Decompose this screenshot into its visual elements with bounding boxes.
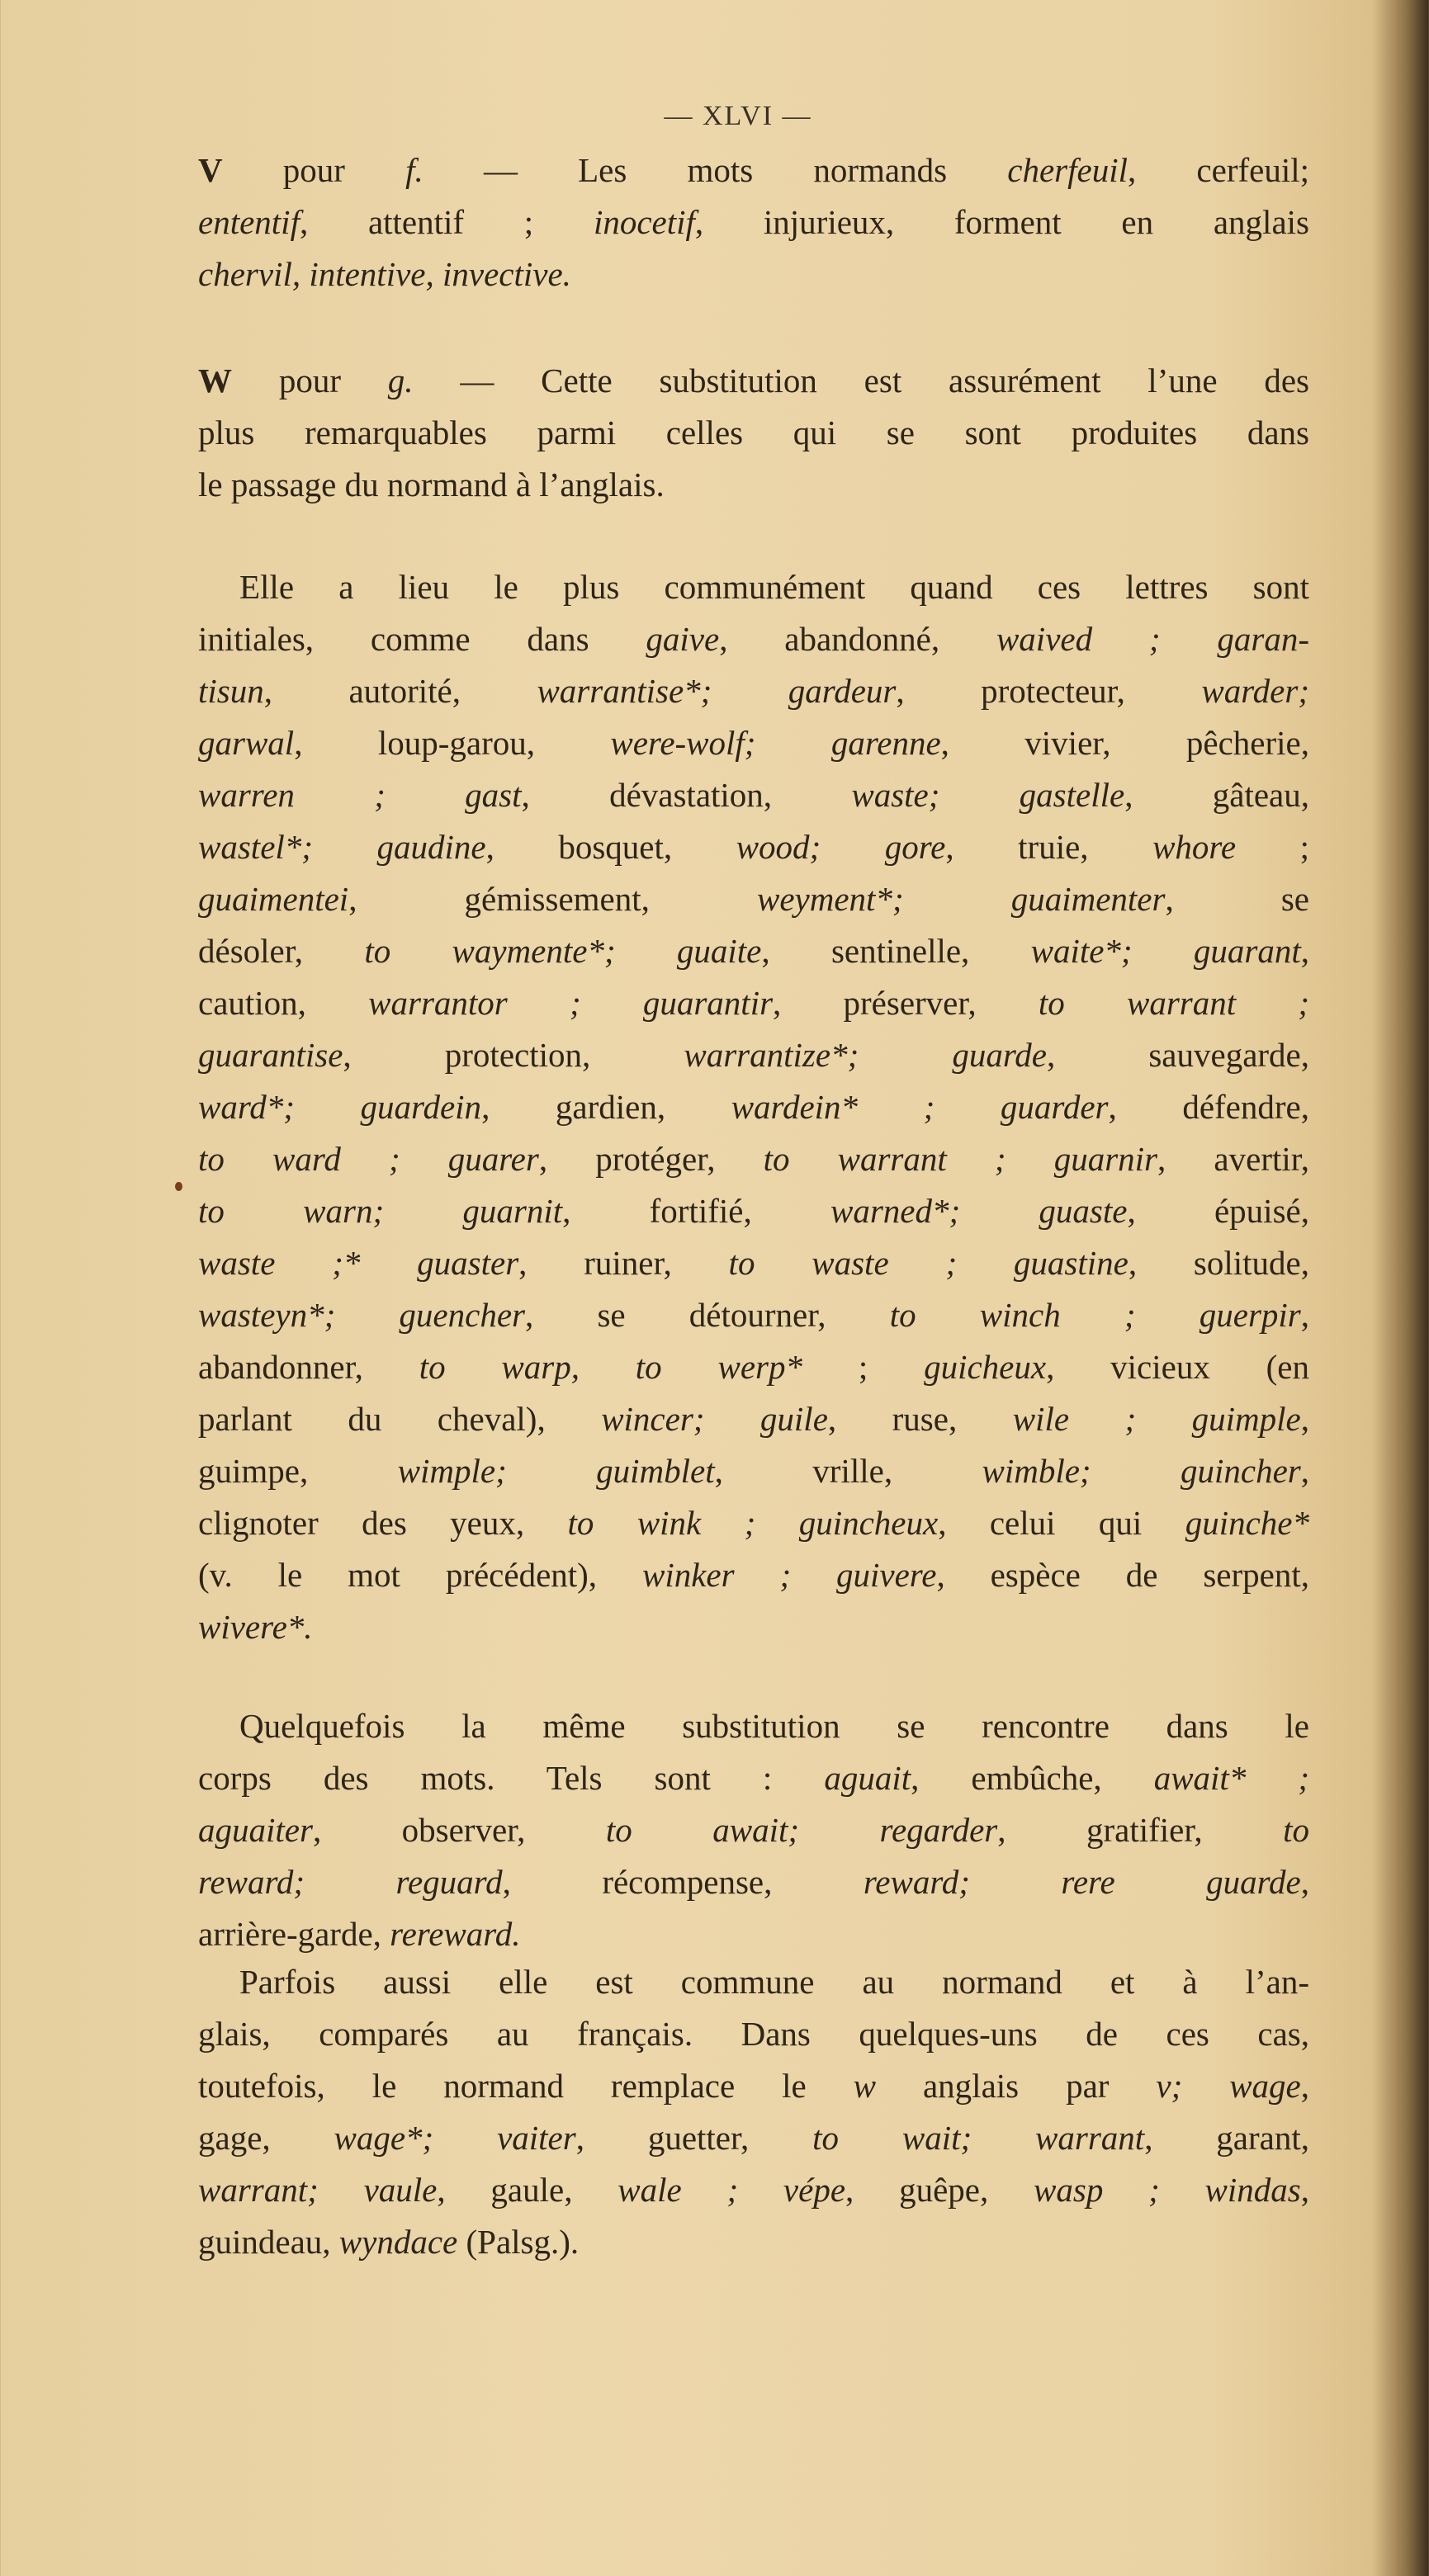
italic-word: to warn; guarnit [198,1192,563,1230]
italic-word: wyndace [338,2223,458,2261]
roman-text: arrière-garde, [198,1915,390,1953]
roman-text: , protecteur, [896,672,1202,710]
roman-text: , [1300,1400,1309,1438]
roman-text: , garant, [1144,2119,1309,2157]
text-line [198,1289,1309,1341]
italic-word: guinche* [1185,1504,1310,1542]
text-line [198,717,1309,769]
roman-text: , abandonné, [719,620,996,658]
roman-text: pour [222,151,406,189]
italic-word: winker ; guivere [641,1556,937,1594]
roman-text: Parfois aussi elle est commune au normand et à l’an- [239,1963,1309,2001]
roman-text: , injurieux, forment en anglais [694,203,1309,241]
italic-word: wood; gore [736,828,946,866]
text-line [198,1549,1309,1601]
text-line [198,1908,1309,1960]
roman-text: , gaule, [437,2171,618,2209]
text-line [198,2060,1309,2112]
italic-word: wale ; vépe [617,2171,846,2209]
roman-text: (v. le mot précédent), [198,1556,642,1594]
italic-word: g. [387,362,414,399]
italic-word: weyment*; guaimenter [757,880,1166,918]
italic-word: waived ; garan- [996,620,1310,658]
italic-word: warrantize*; guarde [684,1036,1047,1074]
roman-text: , espèce de serpent, [936,1556,1309,1594]
italic-word: guicheux [924,1348,1047,1386]
italic-word: warrantise*; gardeur [537,672,897,710]
text-line [198,2008,1309,2060]
italic-word: garwal [198,724,295,762]
roman-text: anglais par [876,2067,1157,2105]
italic-word: whore [1152,828,1237,866]
text-line [198,2164,1309,2216]
roman-text: , [1300,932,1309,970]
roman-text: , guetter, [575,2119,813,2157]
italic-word: to warrant ; guarnir [763,1140,1158,1178]
italic-word: to ward ; guarer [198,1140,539,1178]
text-line [198,1237,1309,1289]
roman-text: , gâteau, [1124,776,1309,814]
italic-word: wile ; guimple [1012,1400,1301,1438]
text-line [198,665,1309,717]
text-line [198,1445,1309,1497]
text-line [198,1700,1309,1752]
italic-word: aguait [824,1759,911,1797]
roman-text: gage, [198,2119,334,2157]
text-line [198,407,1309,459]
ink-spot [175,1182,182,1191]
roman-text: initiales, comme dans [198,620,646,658]
text-line [198,977,1309,1029]
roman-text: , attentif ; [299,203,594,241]
roman-text: , observer, [312,1811,606,1849]
roman-text: Elle a lieu le plus communément quand ces lettres sont [239,568,1309,606]
paragraph-lead-letter: W [198,362,232,399]
roman-text: corps des mots. Tels sont : [198,1759,825,1797]
roman-text: ; [802,1348,925,1386]
italic-word: tisun [198,672,264,710]
italic-word: to waymente*; guaite [364,932,762,970]
italic-word: wincer; guile [601,1400,828,1438]
roman-text: — Cette substitution est assurément l’une des [413,362,1309,399]
roman-text: , se [1165,880,1309,918]
italic-word: waste; gastelle [851,776,1125,814]
roman-text: , guêpe, [845,2171,1034,2209]
roman-text: pour [232,362,388,399]
roman-text: , truie, [945,828,1153,866]
text-line [198,1804,1309,1856]
roman-text: , [1300,1863,1309,1901]
text-line [198,769,1309,821]
roman-text: le passage du normand à l’anglais. [198,466,665,503]
italic-word: guaimentei [198,880,349,918]
roman-text: , gratifier, [997,1811,1284,1849]
text-line [198,1856,1309,1908]
italic-word: rereward. [390,1915,521,1953]
italic-word: warrantor ; guarantir [368,984,774,1022]
roman-text: , avertir, [1157,1140,1310,1178]
roman-text: , se détourner, [525,1296,890,1334]
paragraph-lead-letter: V [198,151,223,189]
italic-word: inocetif [593,203,695,241]
italic-word: were-wolf; garenne [610,724,941,762]
italic-word: to waste ; guastine [728,1244,1129,1282]
roman-text: désoler, [198,932,365,970]
text-line [198,1029,1309,1081]
paragraph-commune [198,1956,1309,2268]
roman-text: plus remarquables parmi celles qui se sont produites dans [198,414,1309,451]
roman-text: , préserver, [773,984,1039,1022]
text-line [198,1752,1309,1804]
italic-word: warder; [1201,672,1309,710]
text-line [198,821,1309,873]
roman-text: , ruiner, [518,1244,729,1282]
roman-text: , celui qui [938,1504,1185,1542]
text-line [198,1081,1309,1133]
italic-word: await* ; [1153,1759,1309,1797]
text-line [198,355,1309,407]
roman-text: — Les mots normands [423,151,1008,189]
italic-word: v; wage [1156,2067,1301,2105]
italic-word: gaive [646,620,720,658]
text-line [198,2112,1309,2164]
italic-word: wage*; vaiter [334,2119,576,2157]
italic-word: w [853,2067,877,2105]
italic-word: to wink ; guincheux [567,1504,939,1542]
text-line [198,1185,1309,1237]
roman-text: , sauvegarde, [1046,1036,1310,1074]
italic-word: to wait; warrant [812,2119,1145,2157]
paragraph-w-pour-g [198,355,1309,511]
roman-text: glais, comparés au français. Dans quelques-uns de ces cas, [198,2015,1309,2053]
italic-word: wasp ; windas [1034,2171,1301,2209]
roman-text: , fortifié, [562,1192,830,1230]
roman-text: caution, [198,984,369,1022]
roman-text: toutefois, le normand remplace le [198,2067,854,2105]
italic-word: cherfeuil [1007,151,1128,189]
text-line [198,1497,1309,1549]
text-line [198,1956,1309,2008]
roman-text: clignoter des yeux, [198,1504,568,1542]
italic-word: aguaiter [198,1811,313,1849]
text-line [198,873,1309,925]
italic-word: wasteyn*; guencher [198,1296,525,1334]
roman-text: , récompense, [502,1863,864,1901]
italic-word: wastel*; gaudine [198,828,486,866]
text-line [198,925,1309,977]
text-line [198,613,1309,665]
italic-word: warrant; vaule [198,2171,438,2209]
roman-text: , [1300,1452,1309,1490]
italic-word: to winch ; guerpir [889,1296,1301,1334]
roman-text: , dévastation, [521,776,852,814]
italic-word: to warrant ; [1038,984,1309,1022]
roman-text: , loup-garou, [294,724,611,762]
paragraph-initiales [198,561,1309,1653]
italic-word: warned*; guaste [830,1192,1128,1230]
roman-text: , sentinelle, [761,932,1031,970]
text-line [198,561,1309,613]
italic-word: wivere*. [198,1608,313,1646]
italic-word: to warp, to werp* [419,1348,803,1386]
italic-word: reward; reguard [198,1863,503,1901]
roman-text: , bosquet, [485,828,736,866]
roman-text: , [1300,1296,1310,1334]
text-line [198,248,1309,300]
text-line [198,2216,1309,2268]
italic-word: ward*; guardein [198,1088,482,1126]
roman-text: ; [1236,828,1309,866]
italic-word: reward; rere guarde [863,1863,1301,1901]
roman-text: , défendre, [1108,1088,1309,1126]
text-line [198,1393,1309,1445]
roman-text: , embûche, [911,1759,1154,1797]
italic-word: wardein* ; guarder [731,1088,1109,1126]
text-line [198,1341,1309,1393]
roman-text: , vrille, [714,1452,982,1490]
roman-text: , autorité, [263,672,537,710]
italic-word: to await; regarder [605,1811,998,1849]
text-line [198,196,1309,248]
roman-text: , vivier, pêcherie, [940,724,1309,762]
roman-text: , solitude, [1128,1244,1309,1282]
roman-text: , cerfeuil; [1128,151,1309,189]
roman-text: parlant du cheval), [198,1400,602,1438]
roman-text: , protéger, [538,1140,764,1178]
text-line [198,144,1309,196]
roman-text: , vicieux (en [1046,1348,1309,1386]
text-line [198,459,1309,511]
roman-text: , [1300,2067,1309,2105]
italic-word: waste ;* guaster [198,1244,519,1282]
page-header: — XLVI — [664,101,812,131]
paragraph-corps-des-mots [198,1700,1309,1960]
roman-text: , protection, [343,1036,684,1074]
text-line [198,1601,1309,1653]
text-line [198,1133,1309,1185]
paragraph-v-pour-f [198,144,1309,300]
roman-text: , gardien, [481,1088,731,1126]
roman-text: Quelquefois la même substitution se rencontre dans le [239,1707,1309,1745]
italic-word: wimple; guimblet [397,1452,715,1490]
roman-text: , gémissement, [348,880,757,918]
roman-text: , ruse, [827,1400,1013,1438]
italic-word: warren ; gast [198,776,522,814]
roman-text: (Palsg.). [457,2223,580,2261]
italic-word: chervil, intentive, invective. [198,255,571,293]
roman-text: , épuisé, [1127,1192,1309,1230]
italic-word: waite*; guarant [1030,932,1301,970]
roman-text: guimpe, [198,1452,398,1490]
roman-text: , [1300,2171,1309,2209]
italic-word: ententif [198,203,300,241]
italic-word: wimble; guincher [982,1452,1301,1490]
roman-text: guindeau, [198,2223,339,2261]
italic-word: guarantise [198,1036,343,1074]
italic-word: to [1283,1811,1309,1849]
roman-text: abandonner, [198,1348,419,1386]
italic-word: f. [405,151,423,189]
